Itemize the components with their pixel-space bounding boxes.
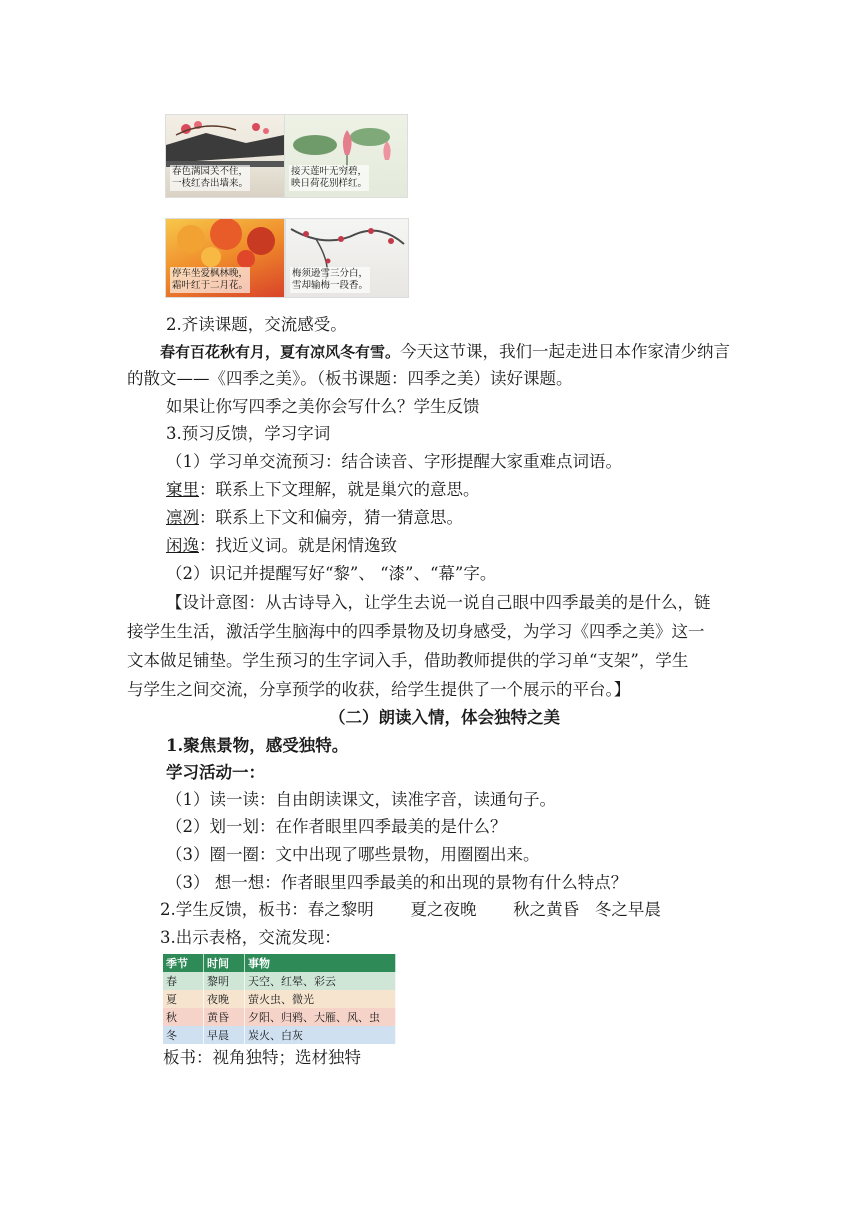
design-intent-line-1: 【设计意图：从古诗导入，让学生去说一说自己眼中四季最美的是什么，链 [166,593,711,612]
board-writing-line: 2.学生反馈，板书：春之黎明 夏之夜晚 秋之黄昏 冬之早晨 [160,900,661,919]
focus-heading: 1.聚焦景物，感受独特。 [166,736,349,755]
activity-1-heading: 学习活动一： [166,763,265,782]
activity-step-think: （3） 想一想：作者眼里四季最美的和出现的景物有什么特点？ [166,873,628,892]
step-2-heading: 2.齐读课题，交流感受。 [166,315,347,334]
table-cell: 黄昏 [204,1008,245,1026]
table-cell: 春 [163,972,204,990]
writing-reminder: （2）识记并提醒写好“黎”、 “漆”、“幕”字。 [166,564,497,583]
winter-caption: 梅须逊雪三分白， 雪却输梅一段香。 [292,268,369,291]
design-intent-line-4: 与学生之间交流，分享预学的收获，给学生提供了一个展示的平台。】 [127,680,631,699]
activity-step-read: （1）读一读：自由朗读课文，读准字音，读通句子。 [166,790,556,809]
table-cell: 夏 [163,990,204,1008]
table-cell: 炭火、白灰 [245,1026,396,1044]
autumn-poem-image [165,218,285,298]
intro-line-2: 的散文——《四季之美》。（板书课题：四季之美）读好课题。 [127,369,573,388]
table-row [163,972,396,990]
summer-poem-image [284,114,408,198]
table-row [163,990,396,1008]
table-cell: 天空、红晕、彩云 [245,972,396,990]
table-cell: 夕阳、归鸦、大雁、风、虫 [245,1008,396,1026]
intro-rest: 今天这节课，我们一起走进日本作家清少纳言 [400,342,731,361]
table-cell: 冬 [163,1026,204,1044]
table-header-cell: 季节 [163,954,204,972]
table-cell: 秋 [163,1008,204,1026]
board-summary-line: 板书：视角独特；选材独特 [163,1048,361,1067]
table-header-row [163,954,396,972]
table-cell: 早晨 [204,1026,245,1044]
vocab-term: 闲逸 [166,536,199,555]
vocab-term: 窠里 [166,480,199,499]
seasons-table [163,954,396,1044]
vocab-definition: ：找近义词。就是闲情逸致 [199,536,397,555]
table-row [163,1008,396,1026]
summer-caption: 接天莲叶无穷碧， 映日荷花别样红。 [291,166,368,189]
design-intent-line-2: 接学生生活，激活学生脑海中的四季景物及切身感受，为学习《四季之美》这一 [127,622,705,641]
table-cell: 夜晚 [204,990,245,1008]
preview-line: （1）学习单交流预习：结合读音、字形提醒大家重难点词语。 [166,452,622,471]
question-line: 如果让你写四季之美你会写什么？学生反馈 [166,397,480,416]
winter-poem-image [285,218,409,298]
vocab-definition: ：联系上下文和偏旁，猜一猜意思。 [199,508,463,527]
table-cell: 黎明 [204,972,245,990]
table-header-cell: 事物 [245,954,396,972]
intro-bold-phrase: 春有百花秋有月，夏有凉风冬有雪。 [160,343,401,361]
vocab-item-2 [166,507,463,529]
step-3-heading: 3.预习反馈，学习字词 [166,424,331,443]
activity-step-circle: （3）圈一圈：文中出现了哪些景物，用圈圈出来。 [166,845,540,864]
design-intent-line-3: 文本做足铺垫。学生预习的生字词入手，借助教师提供的学习单“支架”，学生 [127,651,689,670]
table-cell: 萤火虫、微光 [245,990,396,1008]
intro-line-1 [160,341,730,363]
spring-caption: 春色满园关不住， 一枝红杏出墙来。 [172,166,249,189]
vocab-item-1 [166,479,480,501]
table-header-cell: 时间 [204,954,245,972]
vocab-term: 凛冽 [166,508,199,527]
activity-step-mark: （2）划一划：在作者眼里四季最美的是什么？ [166,817,507,836]
section-2-title: （二）朗读入情，体会独特之美 [329,708,560,727]
vocab-item-3 [166,535,397,557]
spring-poem-image [165,114,285,198]
table-intro-line: 3.出示表格，交流发现： [160,928,341,947]
autumn-caption: 停车坐爱枫林晚， 霜叶红于二月花。 [172,268,249,291]
table-row [163,1026,396,1044]
vocab-definition: ：联系上下文理解，就是巢穴的意思。 [199,480,480,499]
